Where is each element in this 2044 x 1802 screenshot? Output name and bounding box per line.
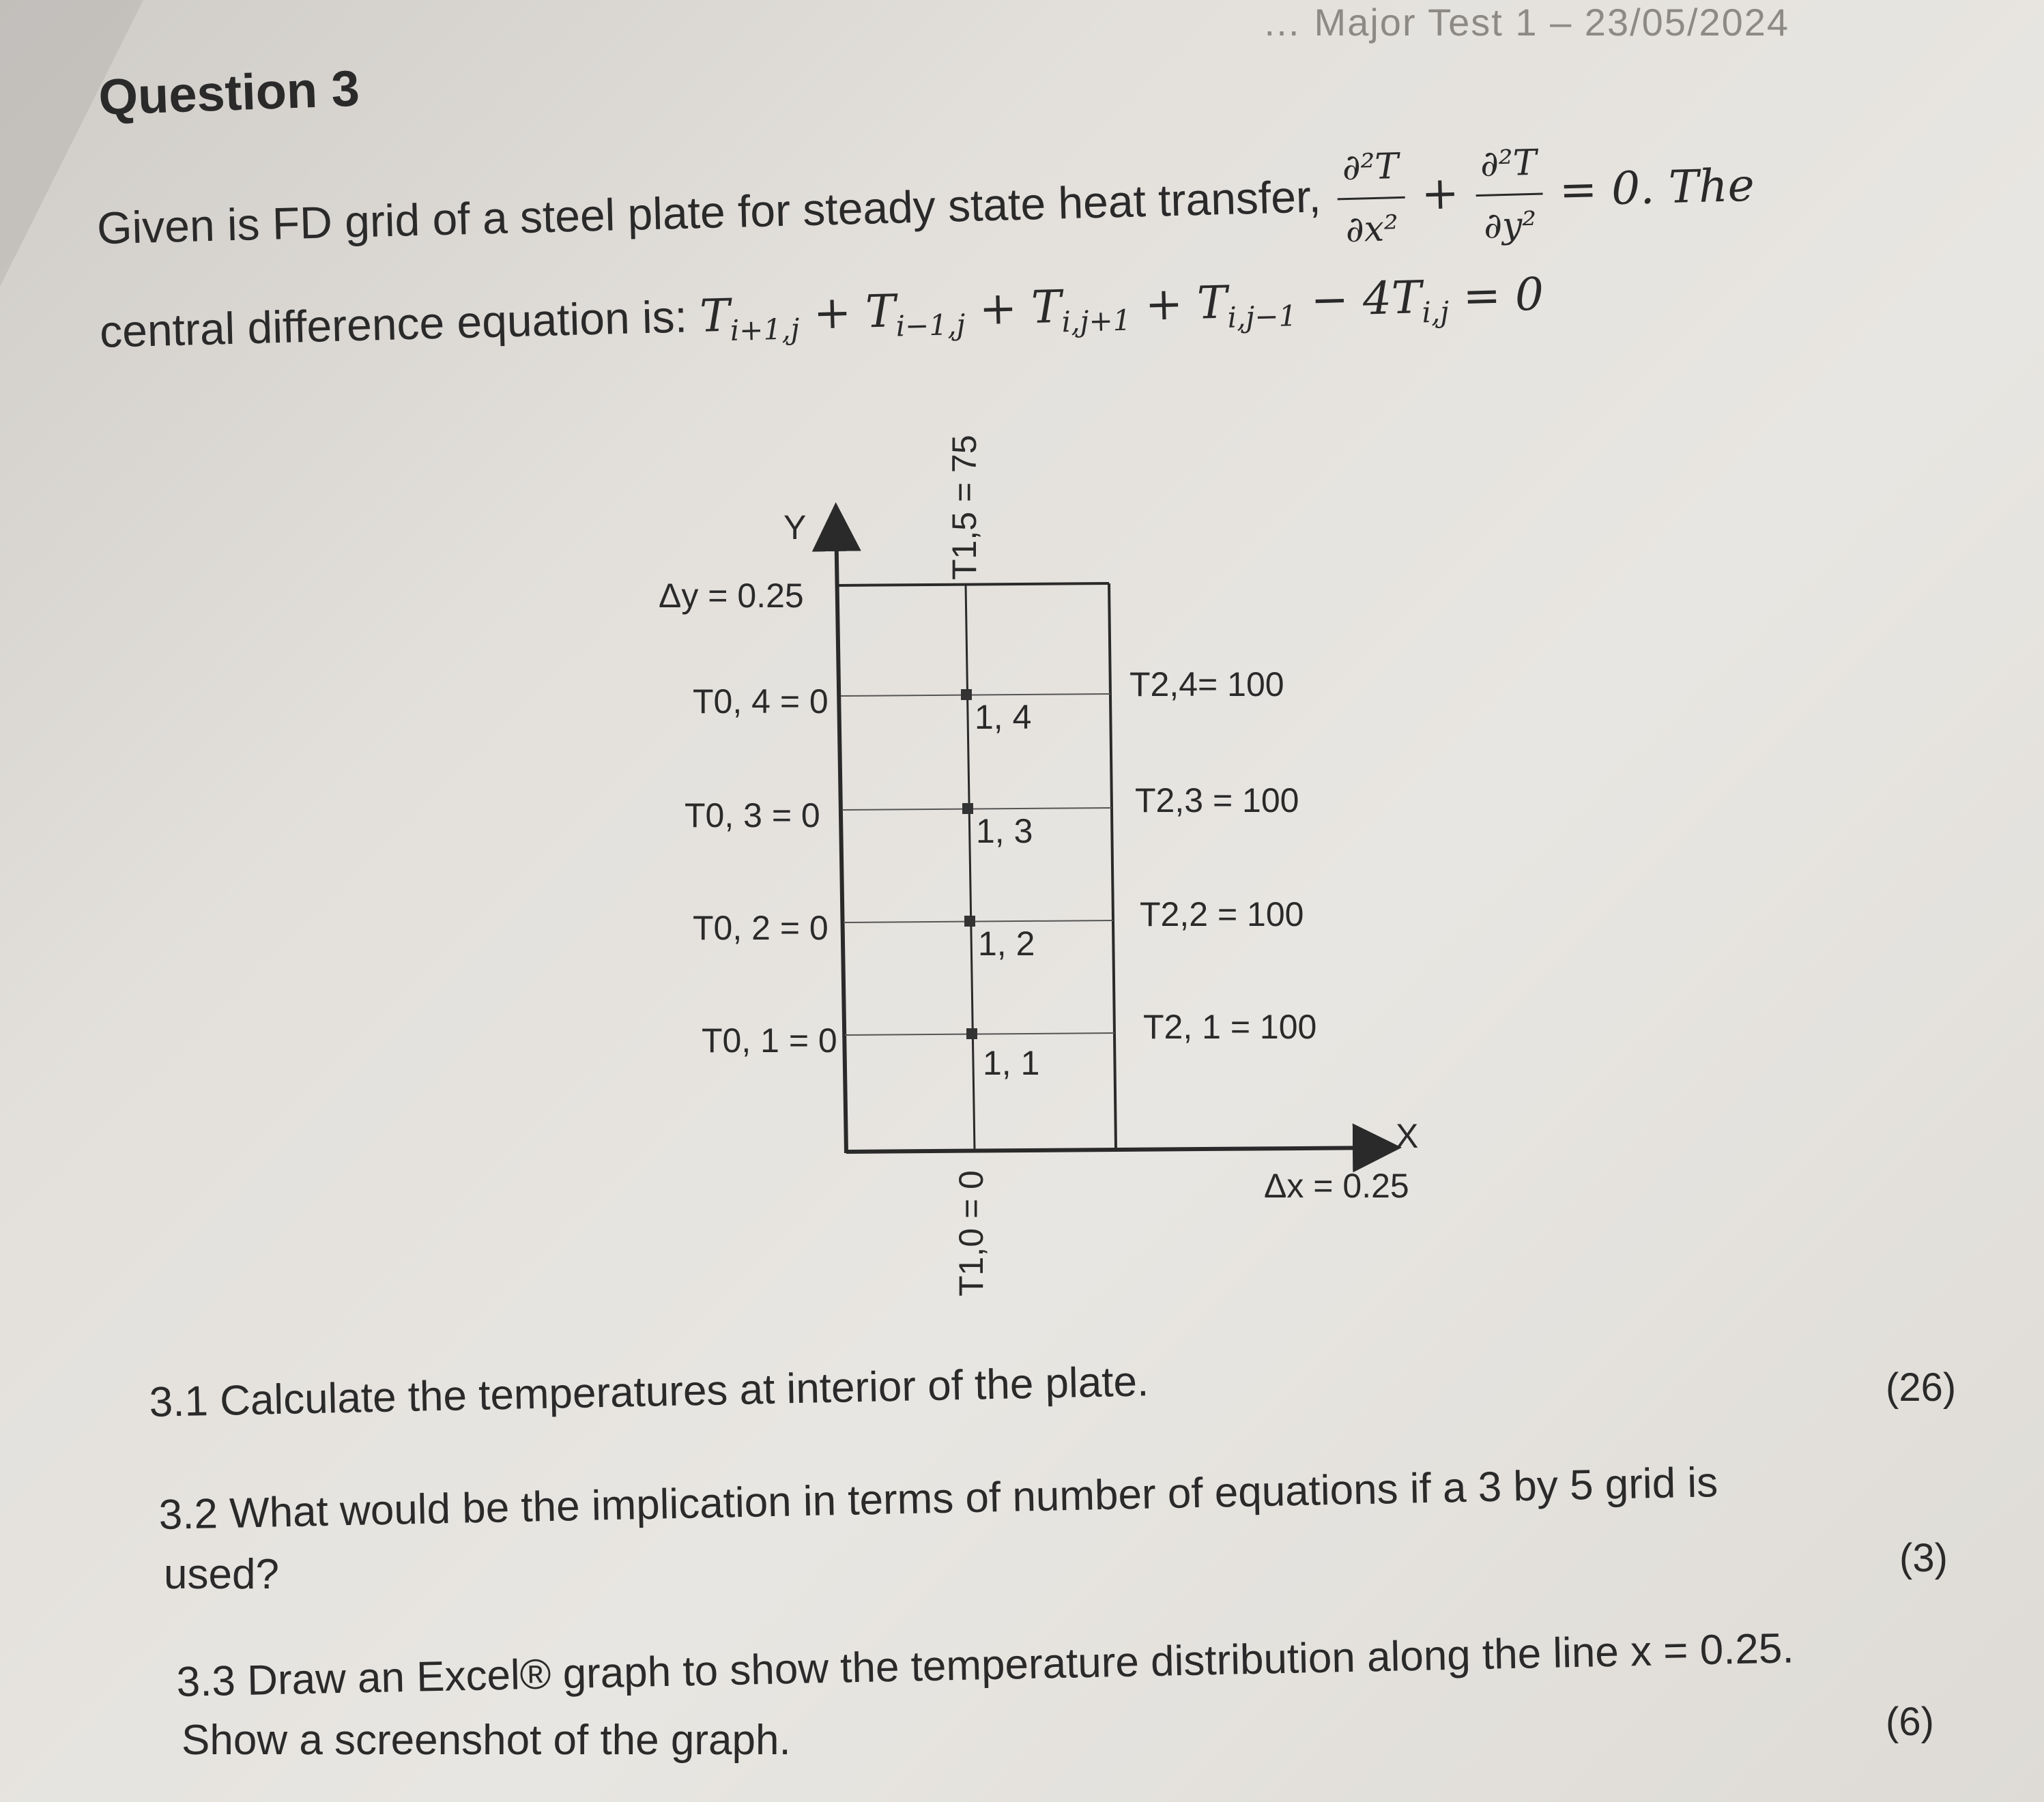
marks-3-1: (26) (1886, 1365, 1957, 1410)
top-boundary-label: T1,5 = 75 (945, 435, 983, 580)
question-title: Question 3 (98, 59, 361, 126)
left-boundary-label-3: T0, 3 = 0 (685, 796, 820, 834)
marks-3-2: (3) (1899, 1536, 1948, 1580)
bottom-boundary-label: T1,0 = 0 (952, 1170, 990, 1296)
node-marker-1-2 (964, 916, 975, 927)
grid-line-row-2 (844, 920, 1113, 922)
question-3-2-line-2: used? (164, 1551, 279, 1598)
grid-line-row-4 (841, 694, 1110, 696)
node-label-1-2: 1, 2 (978, 925, 1035, 963)
dy-label: Δy = 0.25 (659, 577, 804, 615)
right-boundary-label-3: T2,3 = 100 (1135, 781, 1299, 819)
right-boundary-label-2: T2,2 = 100 (1140, 895, 1304, 933)
right-boundary-label-1: T2, 1 = 100 (1143, 1008, 1317, 1046)
dx-label: Δx = 0.25 (1264, 1167, 1409, 1205)
node-marker-1-3 (962, 803, 973, 814)
y-axis (836, 519, 846, 1153)
left-boundary-label-4: T0, 4 = 0 (693, 682, 829, 721)
pde-den-x: ∂x² (1345, 208, 1399, 251)
left-boundary-label-2: T0, 2 = 0 (693, 909, 829, 947)
grid-line-row-3 (842, 808, 1112, 810)
page-header: … Major Test 1 – 23/05/2024 (1263, 1, 1790, 44)
question-3-3-line-2: Show a screenshot of the graph. (182, 1717, 791, 1764)
question-3-1: 3.1 Calculate the temperatures at interior of the plate. (149, 1358, 1149, 1426)
node-marker-1-4 (961, 689, 972, 700)
pde-num-x: ∂²T (1336, 136, 1405, 201)
pde-tail: = 0. The (1558, 158, 1755, 217)
node-label-1-4: 1, 4 (975, 698, 1032, 736)
question-3-2-line-1: 3.2 What would be the implication in terms of number of equations if a 3 by 5 grid is (158, 1459, 1718, 1539)
question-3-3-line-1: 3.3 Draw an Excel® graph to show the temperature distribution along the line x = 0.25. (176, 1625, 1795, 1706)
intro-text-1: Given is FD grid of a steel plate for steady state heat transfer, (96, 170, 1334, 254)
marks-3-3: (6) (1886, 1700, 1934, 1744)
pde-num-y: ∂²T (1474, 133, 1543, 197)
left-boundary-label-1: T0, 1 = 0 (702, 1021, 837, 1060)
grid-line-row-1 (845, 1033, 1114, 1035)
pde-plus: + (1420, 166, 1460, 220)
node-label-1-3: 1, 3 (976, 812, 1033, 850)
plate-top-edge (838, 583, 1109, 585)
node-marker-1-1 (966, 1028, 977, 1039)
central-difference-equation: $T_{i+1,j} + T_{i-1,j} + T_{i,j+1} + T_{i,j-1} - 4T_{i,j} = 0$ (699, 267, 1544, 347)
intro-text-2: central difference equation is: (99, 290, 701, 357)
right-boundary-label-4: T2,4= 100 (1129, 665, 1284, 703)
y-axis-label: Y (783, 508, 807, 547)
grid-mid-vertical (966, 585, 975, 1150)
node-label-1-1: 1, 1 (983, 1044, 1040, 1082)
x-axis-label: X (1396, 1117, 1419, 1155)
pde-den-y: ∂y² (1483, 205, 1538, 248)
plate-right-edge (1109, 583, 1116, 1149)
